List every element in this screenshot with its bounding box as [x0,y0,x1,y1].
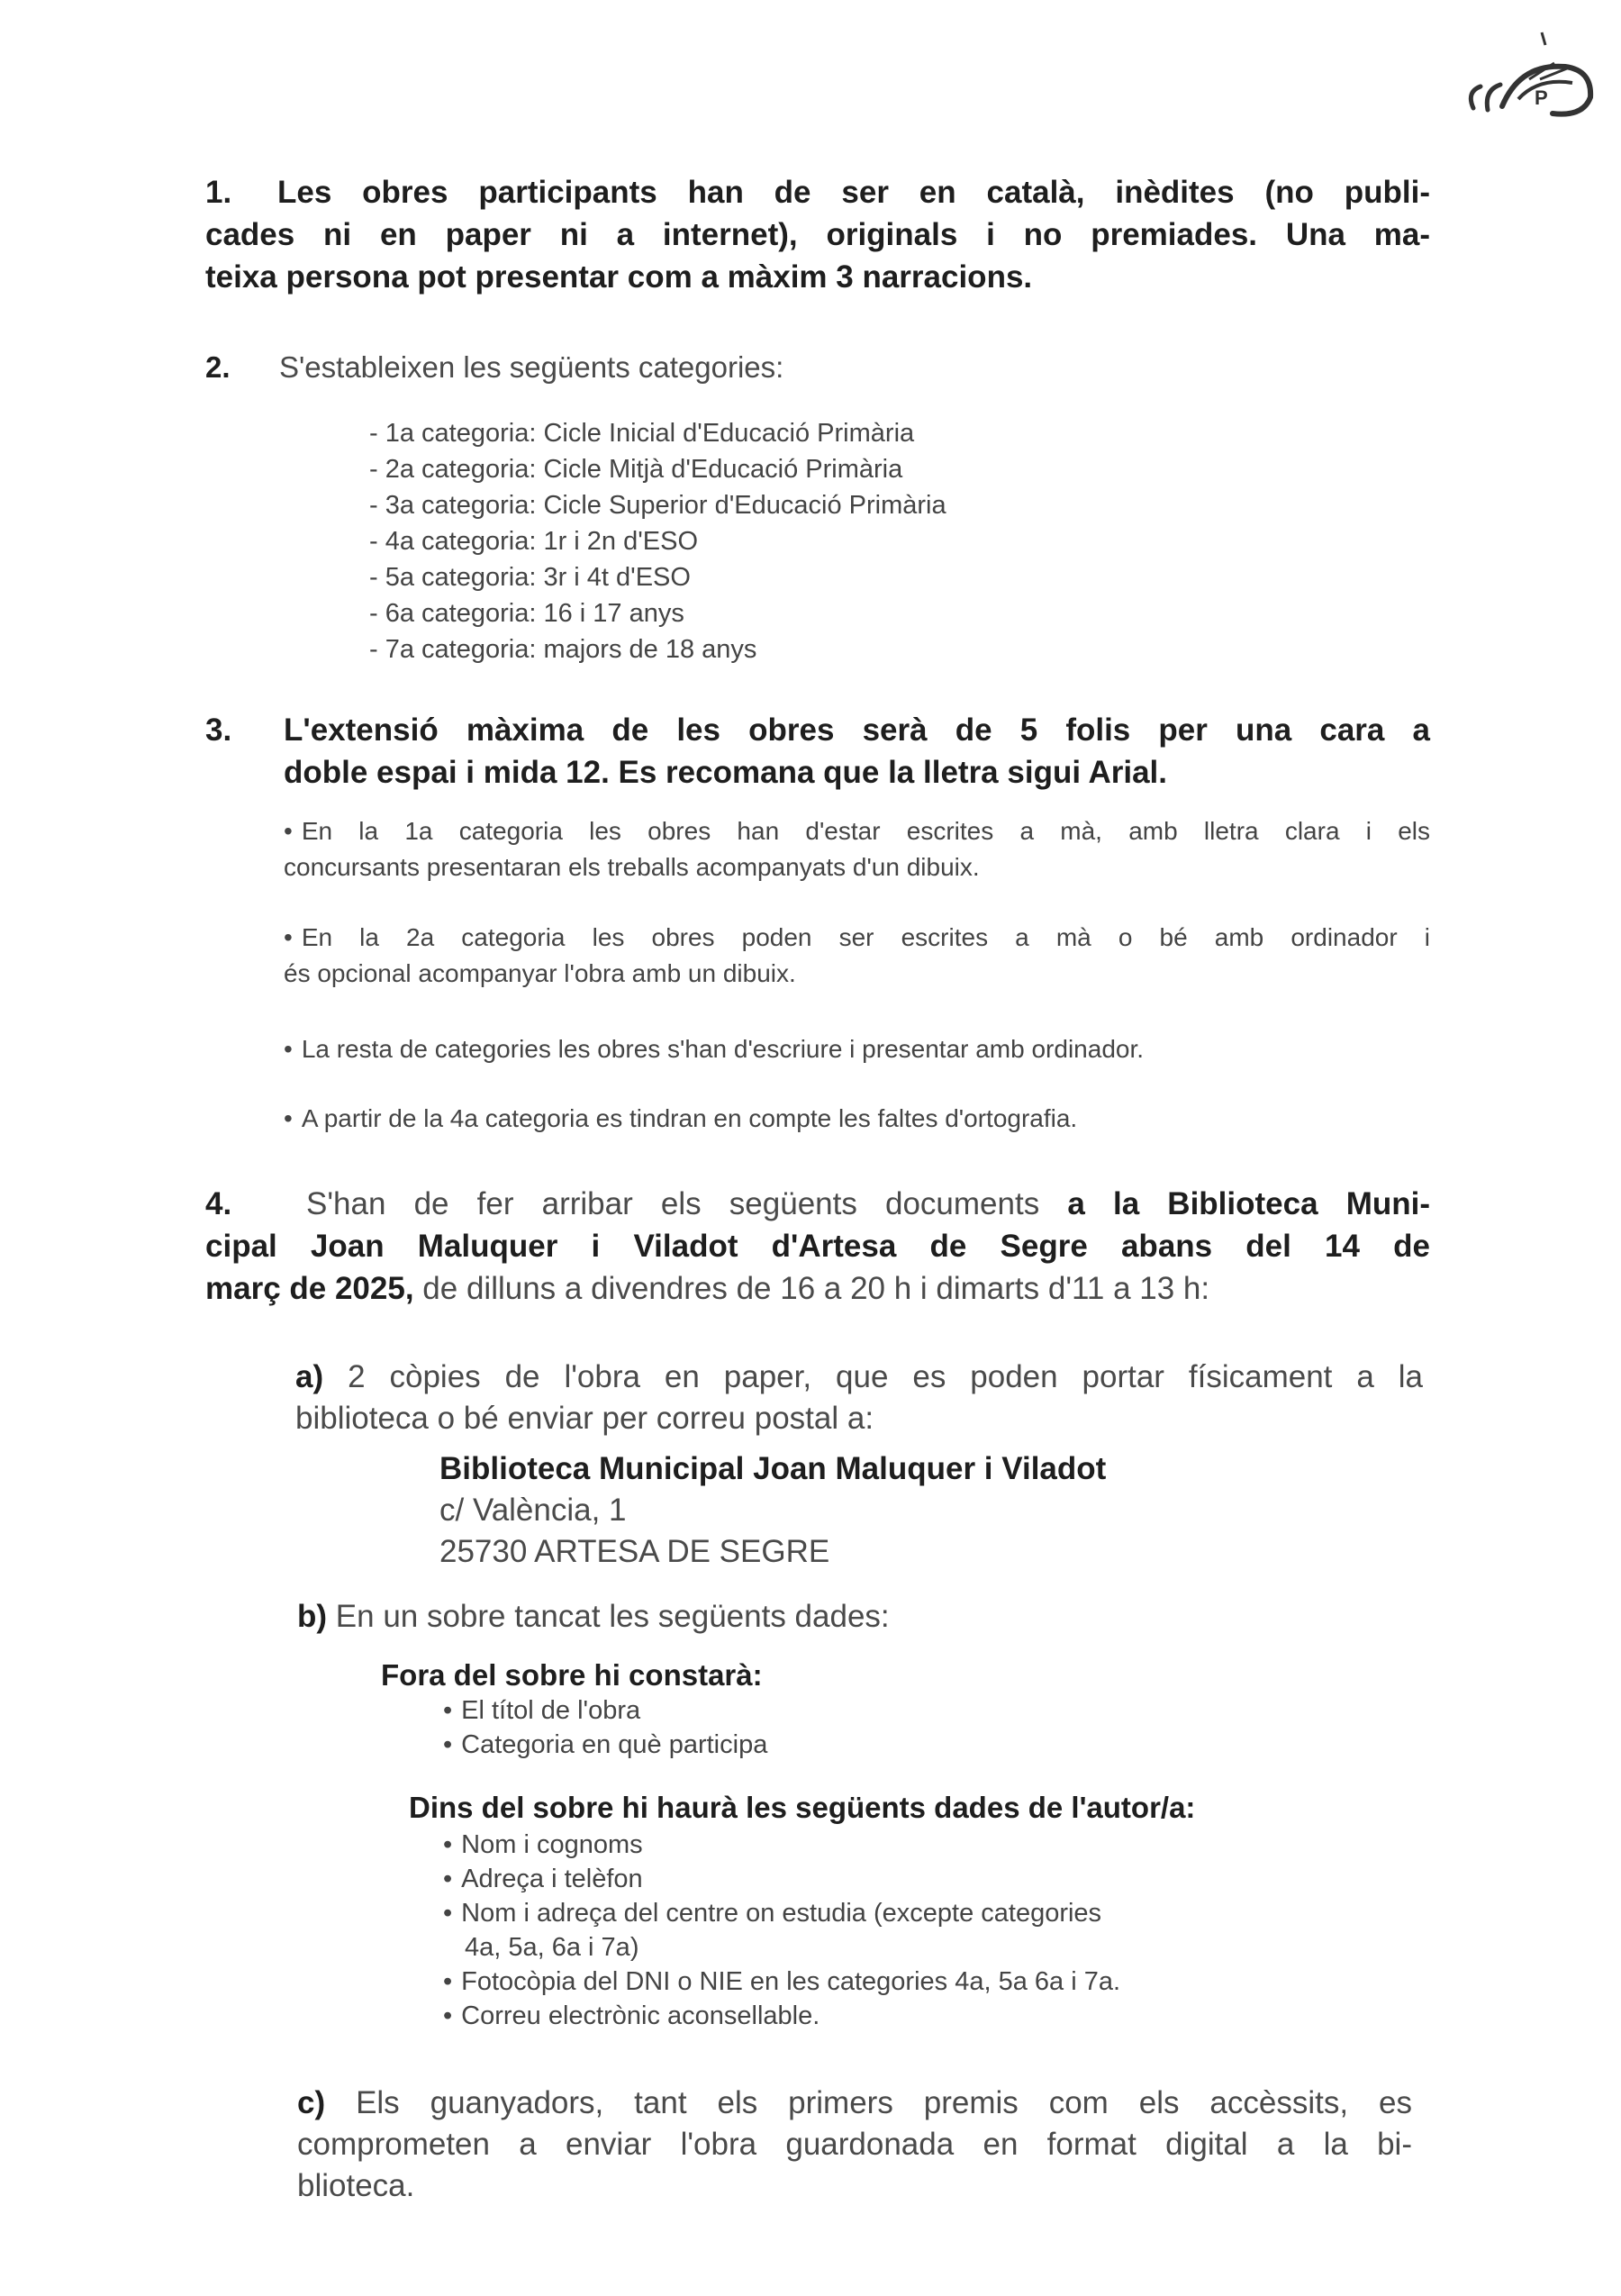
inside-envelope-item: • Adreça i telèfon [443,1862,1344,1896]
outside-envelope-item: • Categoria en què participa [443,1728,1254,1762]
section-4 [205,1183,1430,1310]
section-3-bullet-3: • La resta de categories les obres s'han d'escriure i presentar amb ordinador. [284,1031,1430,1067]
item-b [297,1596,1425,1638]
inside-envelope-item: • Correu electrònic aconsellable. [443,1999,1344,2033]
section-3-line-1: L'extensió màxima de les obres serà de 5 folis per una cara a [284,712,1430,748]
category-item: - 3a categoria: Cicle Superior d'Educació Primària [369,491,946,520]
section-2-text: S'estableixen les següents categories: [279,350,784,384]
section-3 [205,709,1430,794]
address-city: 25730 ARTESA DE SEGRE [439,1534,830,1569]
outside-envelope-title: Fora del sobre hi constarà: [381,1658,763,1692]
item-b-label: b) [297,1599,328,1634]
section-4-line-3b: de dilluns a divendres de 16 a 20 h i dimarts d'11 a 13 h: [422,1271,1210,1306]
section-2 [205,347,1430,388]
section-4-number: 4. [205,1186,232,1221]
section-1-line-2: cades ni en paper ni a internet), originals i no premiades. Una ma- [205,217,1430,252]
inside-envelope-item: • Fotocòpia del DNI o NIE en les categories 4a, 5a 6a i 7a. [443,1965,1344,1999]
address-name: Biblioteca Municipal Joan Maluquer i Viladot [439,1451,1107,1486]
library-book-logo-icon [1466,27,1601,122]
category-item: - 5a categoria: 3r i 4t d'ESO [369,563,691,592]
section-4-line-1b: a la Biblioteca Muni- [1067,1186,1430,1221]
section-3-bullet-2 [284,920,1430,992]
postal-address [439,1448,1340,1573]
section-3-bullet-1-line-2: concursants presentaran els treballs acompanyats d'un dibuix. [284,853,980,881]
section-1 [205,171,1430,298]
inside-envelope-title: Dins del sobre hi haurà les següents dades de l'autor/a: [409,1791,1196,1824]
category-item: - 2a categoria: Cicle Mitjà d'Educació Primària [369,455,903,484]
inside-envelope-item: • Nom i cognoms [443,1828,1344,1862]
section-3-line-2: doble espai i mida 12. Es recomana que la lletra sigui Arial. [284,755,1168,790]
section-4-line-2: cipal Joan Maluquer i Viladot d'Artesa de Segre abans del 14 de [205,1229,1430,1264]
section-3-bullet-1-line-1: En la 1a categoria les obres han d'estar escrites a mà, amb lletra clara i els [301,817,1430,845]
inside-envelope-item: • Nom i adreça del centre on estudia (excepte categories [443,1896,1344,1930]
svg-text:P: P [1535,86,1548,109]
category-item: - 1a categoria: Cicle Inicial d'Educació Primària [369,419,915,448]
section-1-line-3: teixa persona pot presentar com a màxim 3 narracions. [205,259,1033,295]
section-3-bullet-2-line-1: En la 2a categoria les obres poden ser escrites a mà o bé amb ordinador i [301,923,1430,951]
item-c-label: c) [297,2085,326,2120]
address-street: c/ València, 1 [439,1493,627,1528]
item-c-line-1: Els guanyadors, tant els primers premis com els accèssits, es [356,2085,1412,2120]
category-list [369,415,1180,667]
item-c-line-2: comprometen a enviar l'obra guardonada en format digital a la bi- [297,2127,1412,2162]
section-1-line-1: Les obres participants han de ser en català, inèdites (no publi- [277,175,1430,210]
section-2-number: 2. [205,350,231,384]
section-3-bullet-2-line-2: és opcional acompanyar l'obra amb un dibuix. [284,959,796,987]
category-item: - 4a categoria: 1r i 2n d'ESO [369,527,699,556]
outside-envelope-list [443,1693,1254,1762]
section-3-number: 3. [205,712,232,748]
section-3-bullet-4: • A partir de la 4a categoria es tindran en compte les faltes d'ortografia. [284,1101,1430,1137]
section-1-number: 1. [205,175,232,210]
item-a-label: a) [295,1359,324,1394]
item-c [297,2083,1412,2207]
section-4-line-3a: març de 2025, [205,1271,414,1306]
inside-envelope-list [443,1828,1344,2033]
item-a-line-2: biblioteca o bé enviar per correu postal a: [295,1401,874,1436]
inside-envelope-item-continued: 4a, 5a, 6a i 7a) [465,1933,639,1962]
section-3-bullet-1 [284,813,1430,885]
category-item: - 7a categoria: majors de 18 anys [369,635,757,664]
item-a [295,1357,1423,1439]
outside-envelope-item: • El títol de l'obra [443,1693,1254,1728]
section-4-line-1a: S'han de fer arribar els següents documents [306,1186,1040,1221]
item-c-line-3: blioteca. [297,2168,415,2203]
item-a-line-1: 2 còpies de l'obra en paper, que es poden portar físicament a la [348,1359,1423,1394]
item-b-text: En un sobre tancat les següents dades: [335,1599,890,1634]
category-item: - 6a categoria: 16 i 17 anys [369,599,684,628]
